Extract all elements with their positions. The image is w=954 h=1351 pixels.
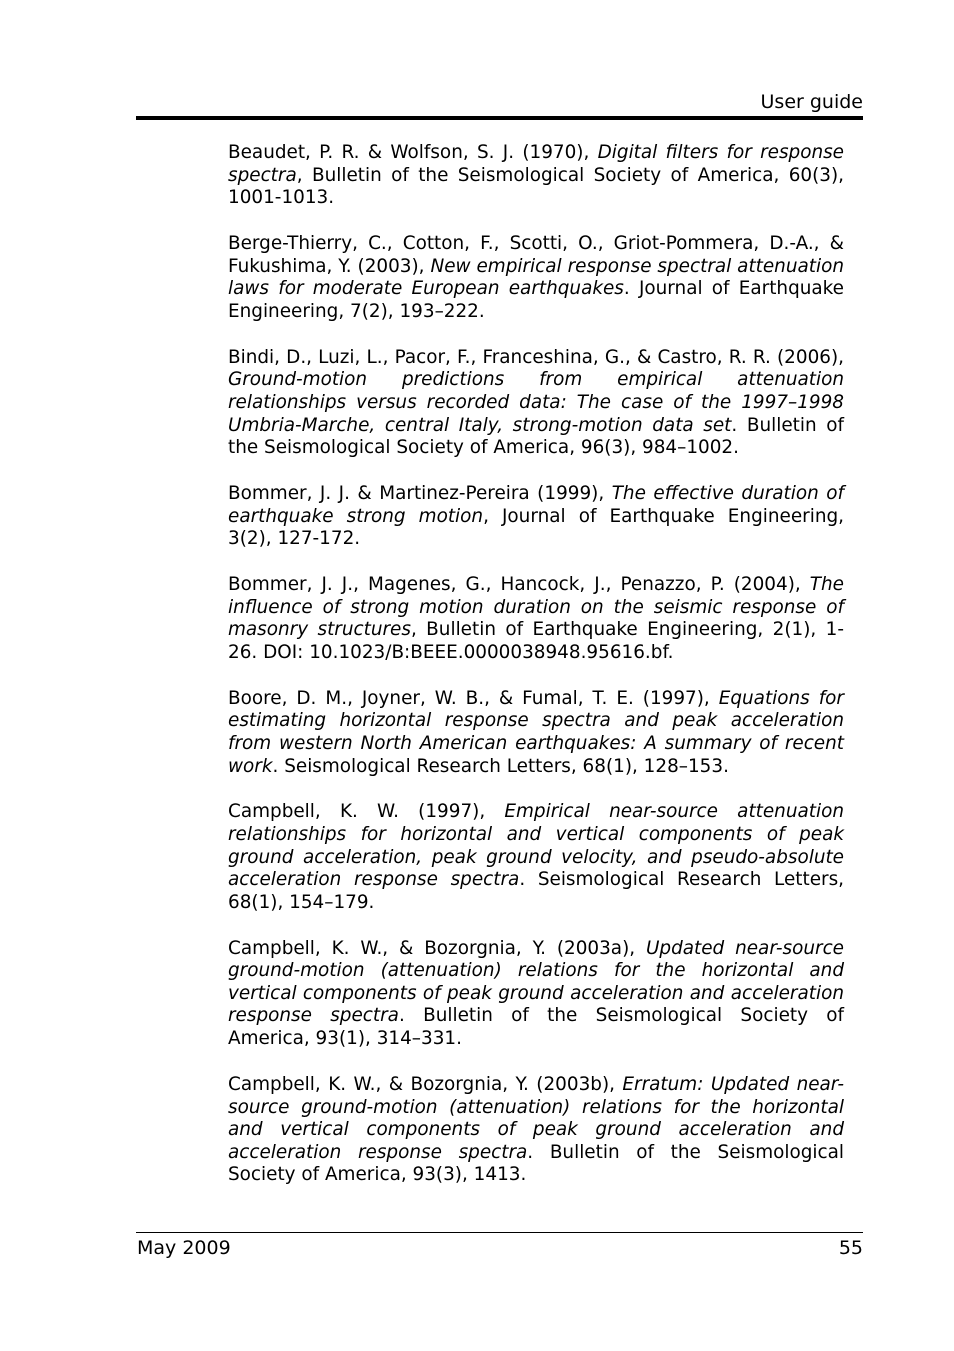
reference-entry bbox=[228, 574, 844, 664]
reference-title: Digital filters for response spectra bbox=[228, 142, 844, 186]
reference-authors: Beaudet, P. R. & Wolfson, S. J. (1970), bbox=[228, 142, 598, 163]
reference-source: . Journal of Earthquake Engineering, 7(2), 193–222. bbox=[228, 278, 844, 322]
reference-title: Updated near-source ground-motion (attenuation) relations for the horizontal and vertical components of peak ground acceleration and acceleration response spectra bbox=[228, 937, 844, 1027]
reference-entry bbox=[228, 233, 844, 323]
reference-title: Ground-motion predictions from empirical attenuation relationships versus recorded data: The case of the 1997–1998 Umbria-Marche, central Italy, strong-motion data set bbox=[228, 369, 844, 436]
reference-list bbox=[228, 142, 844, 1210]
reference-entry bbox=[228, 801, 844, 914]
page-number: 55 bbox=[838, 1237, 863, 1259]
reference-source: , Journal of Earthquake Engineering, 3(2), 127-172. bbox=[228, 505, 844, 550]
reference-source: . Seismological Research Letters, 68(1), 154–179. bbox=[228, 869, 844, 913]
header-rule bbox=[136, 116, 863, 120]
reference-entry bbox=[228, 688, 844, 778]
reference-authors: Campbell, K. W., & Bozorgnia, Y. (2003b), bbox=[228, 1073, 623, 1095]
reference-authors: Berge-Thierry, C., Cotton, F., Scotti, O., Griot-Pommera, D.-A., & Fukushima, Y. (2003), bbox=[228, 233, 844, 277]
reference-source: , Bulletin of Earthquake Engineering, 2(1), 1-26. DOI: 10.1023/B:BEEE.0000038948.95616.bf. bbox=[228, 619, 844, 663]
reference-title: Equations for estimating horizontal response spectra and peak acceleration from western North American earthquakes: A summary of recent work bbox=[228, 687, 844, 777]
reference-title: Empirical near-source attenuation relationships for horizontal and vertical components of peak ground acceleration, peak ground velocity, and pseudo-absolute acceleration response spectra bbox=[228, 801, 844, 891]
reference-authors: Campbell, K. W. (1997), bbox=[228, 801, 505, 823]
reference-title: Erratum: Updated near-source ground-motion (attenuation) relations for the horizontal and vertical components of peak ground acceleration and acceleration response spectra bbox=[228, 1073, 844, 1163]
footer-date: May 2009 bbox=[137, 1237, 231, 1259]
reference-entry bbox=[228, 1074, 844, 1187]
reference-source: . Seismological Research Letters, 68(1), 128–153. bbox=[272, 755, 729, 777]
reference-title: New empirical response spectral attenuation laws for moderate European earthquakes bbox=[228, 255, 844, 300]
reference-authors: Bommer, J. J. & Martinez-Pereira (1999), bbox=[228, 483, 612, 505]
footer-rule bbox=[136, 1232, 863, 1233]
reference-source: , Bulletin of the Seismological Society of America, 60(3), 1001-1013. bbox=[228, 164, 844, 209]
reference-title: The effective duration of earthquake strong motion bbox=[228, 483, 845, 527]
running-header-title: User guide bbox=[760, 91, 863, 113]
reference-authors: Bindi, D., Luzi, L., Pacor, F., Franceshina, G., & Castro, R. R. (2006), bbox=[228, 346, 844, 368]
reference-entry bbox=[228, 483, 844, 551]
reference-entry bbox=[228, 347, 844, 460]
reference-title: The influence of strong motion duration on the seismic response of masonry structures bbox=[228, 574, 844, 641]
reference-entry bbox=[228, 938, 844, 1051]
reference-authors: Bommer, J. J., Magenes, G., Hancock, J., Penazzo, P. (2004), bbox=[228, 574, 810, 596]
reference-source: . Bulletin of the Seismological Society of America, 93(3), 1413. bbox=[228, 1141, 844, 1186]
reference-authors: Boore, D. M., Joyner, W. B., & Fumal, T. E. (1997), bbox=[228, 687, 719, 709]
reference-source: . Bulletin of the Seismological Society of America, 96(3), 984–1002. bbox=[228, 414, 845, 459]
reference-source: . Bulletin of the Seismological Society of America, 93(1), 314–331. bbox=[228, 1005, 844, 1050]
reference-entry bbox=[228, 142, 844, 210]
reference-authors: Campbell, K. W., & Bozorgnia, Y. (2003a), bbox=[228, 937, 646, 959]
